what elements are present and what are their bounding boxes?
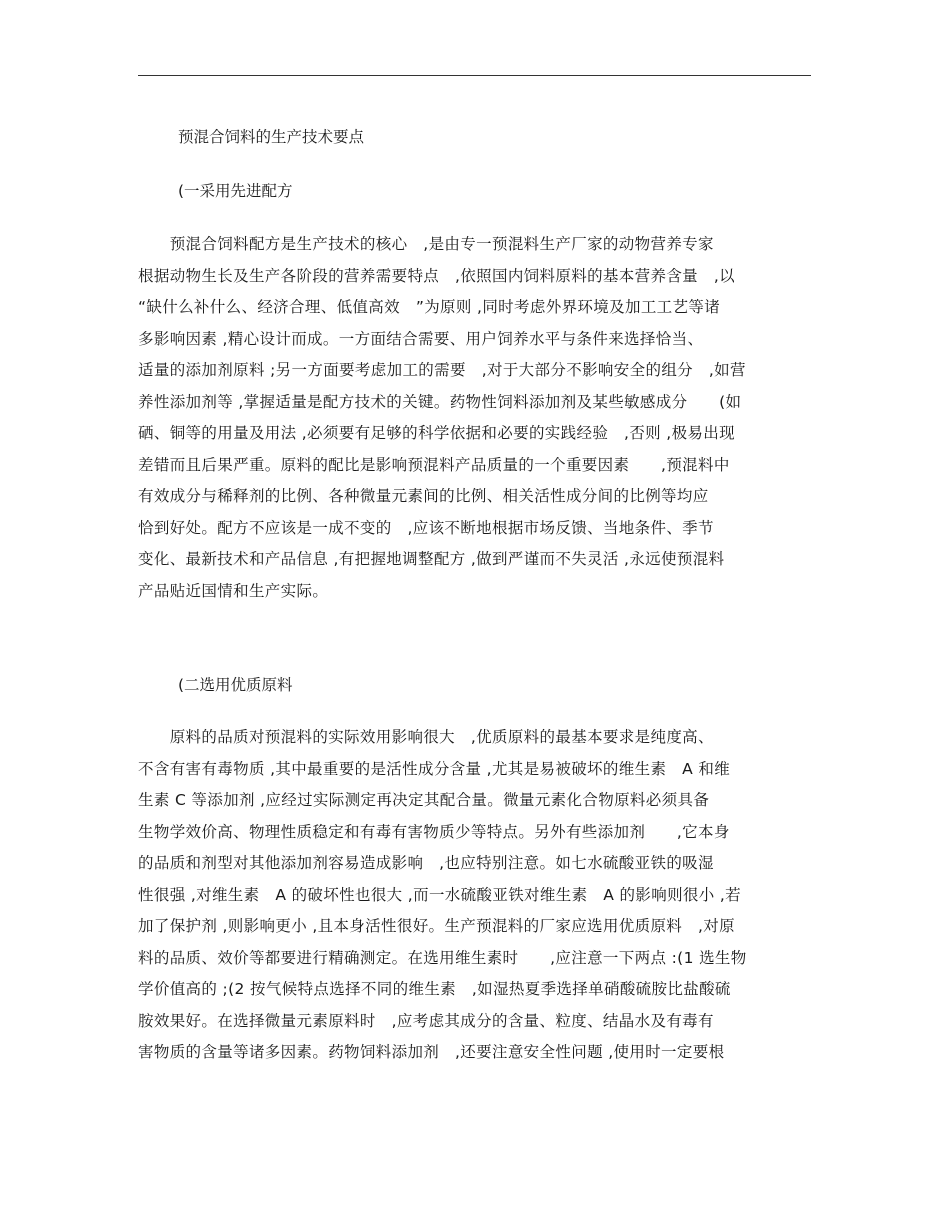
text-line: “缺什么补什么、经济合理、低值高效 ”为原则 ,同时考虑外界环境及加工工艺等诸 [138, 298, 721, 316]
text-line: 变化、最新技术和产品信息 ,有把握地调整配方 ,做到严谨而不失灵活 ,永远使预混料 [138, 550, 725, 568]
paragraph-2 [138, 727, 811, 1074]
text-line: 胺效果好。在选择微量元素原料时 ,应考虑其成分的含量、粒度、结晶水及有毒有 [138, 1011, 714, 1030]
text-line: 差错而且后果严重。原料的配比是影响预混料产品质量的一个重要因素 ,预混料中 [138, 455, 730, 474]
text-line: 养性添加剂等 ,掌握适量是配方技术的关键。药物性饲料添加剂及某些敏感成分 (如 [138, 392, 742, 411]
section-heading-1: (一采用先进配方 [178, 182, 293, 200]
text-line: 生素 C 等添加剂 ,应经过实际测定再决定其配合量。微量元素化合物原料必须具备 [138, 791, 710, 809]
section-heading-2: (二选用优质原料 [178, 676, 293, 694]
text-line: 害物质的含量等诸多因素。药物饲料添加剂 ,还要注意安全性问题 ,使用时一定要根 [138, 1043, 725, 1061]
text-line: 料的品质、效价等都要进行精确测定。在选用维生素时 ,应注意一下两点 :(1 选生物 [138, 948, 747, 967]
text-line: 硒、铜等的用量及用法 ,必须要有足够的科学依据和必要的实践经验 ,否则 ,极易出现 [138, 424, 735, 442]
text-line: 学价值高的 ;(2 按气候特点选择不同的维生素 ,如湿热夏季选择单硝酸硫胺比盐酸硫 [138, 980, 731, 998]
text-line: 原料的品质对预混料的实际效用影响很大 ,优质原料的最基本要求是纯度高、 [138, 728, 714, 746]
text-line: 多影响因素 ,精心设计而成。一方面结合需要、用户饲养水平与条件来选择恰当、 [138, 329, 704, 348]
text-line: 性很强 ,对维生素 A 的破坏性也很大 ,而一水硫酸亚铁对维生素 A 的影响则很小 ,若 [138, 885, 742, 904]
text-line: 根据动物生长及生产各阶段的营养需要特点 ,依照国内饲料原料的基本营养含量 ,以 [138, 266, 736, 285]
text-line: 有效成分与稀释剂的比例、各种微量元素间的比例、相关活性成分间的比例等均应 [138, 487, 709, 505]
text-line: 不含有害有毒物质 ,其中最重要的是活性成分含量 ,尤其是易被破坏的维生素 A 和维 [138, 759, 731, 778]
text-line: 恰到好处。配方不应该是一成不变的 ,应该不断地根据市场反馈、当地条件、季节 [138, 518, 714, 537]
text-line: 产品贴近国情和生产实际。 [138, 581, 329, 600]
text-line: 加了保护剂 ,则影响更小 ,且本身活性很好。生产预混料的厂家应选用优质原料 ,对原 [138, 917, 735, 935]
header-rule [138, 75, 811, 76]
text-line: 生物学效价高、物理性质稳定和有毒有害物质少等特点。另外有些添加剂 ,它本身 [138, 822, 730, 841]
text-line: 适量的添加剂原料 ;另一方面要考虑加工的需要 ,对于大部分不影响安全的组分 ,如营 [138, 361, 746, 379]
text-line: 预混合饲料配方是生产技术的核心 ,是由专一预混料生产厂家的动物营养专家 [138, 235, 714, 253]
text-line: 的品质和剂型对其他添加剂容易造成影响 ,也应特别注意。如七水硫酸亚铁的吸湿 [138, 854, 714, 872]
paragraph-1 [138, 234, 811, 612]
page-title: 预混合饲料的生产技术要点 [178, 128, 365, 146]
